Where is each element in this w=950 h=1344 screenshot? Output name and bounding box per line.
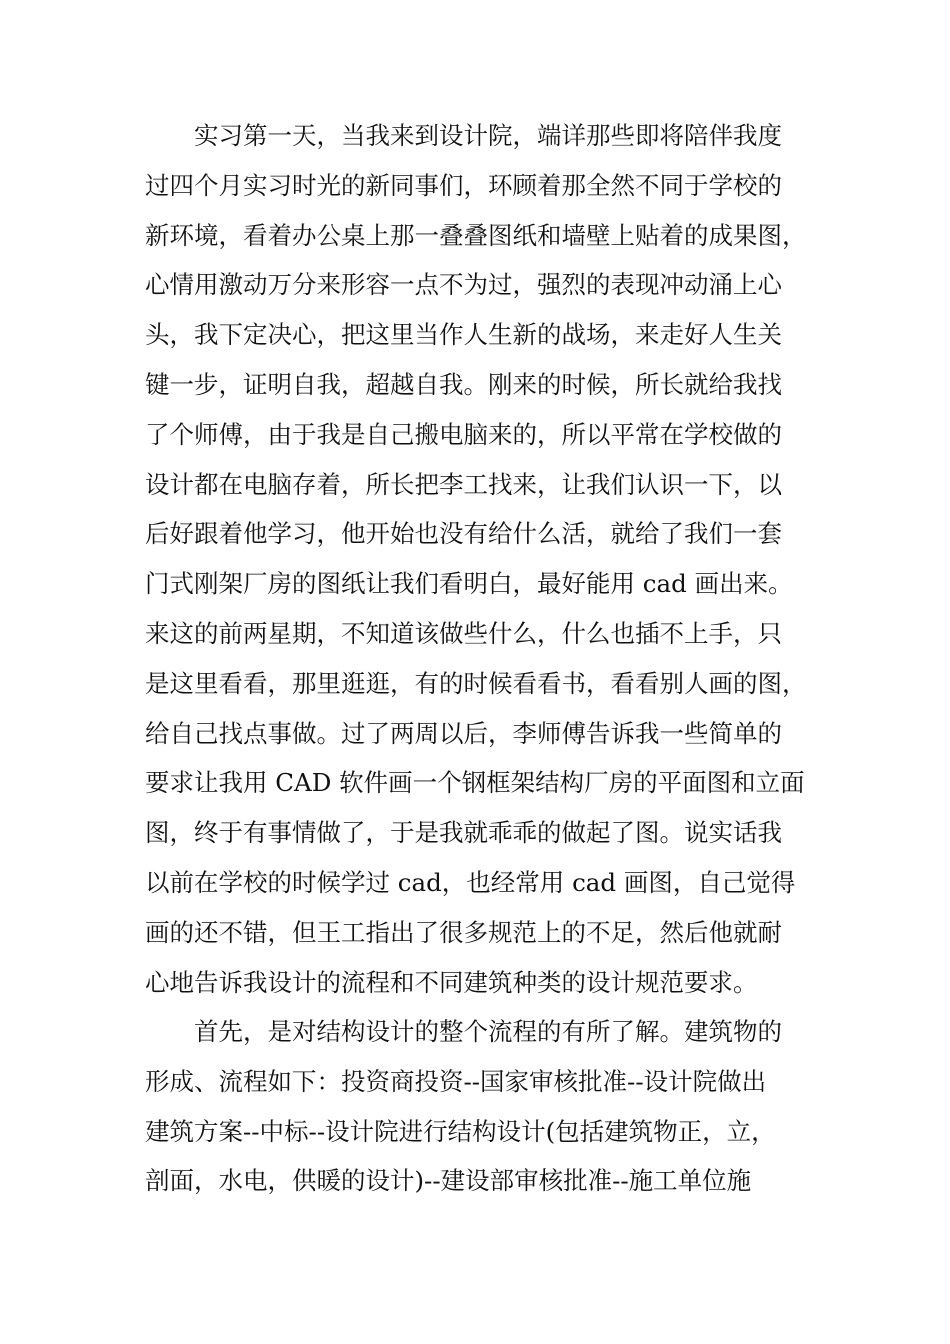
paragraph-line: 图，终于有事情做了，于是我就乖乖的做起了图。说实话我 [145,818,782,848]
paragraph-line: 首先，是对结构设计的整个流程的有所了解。建筑物的 [194,1017,782,1046]
paragraph-line: 过四个月实习时光的新同事们，环顾着那全然不同于学校的 [145,170,782,200]
paragraph-line: 新环境，看着办公桌上那一叠叠图纸和墙壁上贴着的成果图， [145,220,807,250]
paragraph-1 [145,111,815,1007]
paragraph-line: 建筑方案--中标--设计院进行结构设计(包括建筑物正，立， [145,1116,776,1146]
paragraph-line: 门式刚架厂房的图纸让我们看明白，最好能用 cad 画出来。 [145,569,793,599]
paragraph-line: 头，我下定决心，把这里当作人生新的战场，来走好人生关 [145,320,782,350]
paragraph-line: 键一步，证明自我，超越自我。刚来的时候，所长就给我找 [145,369,782,399]
paragraph-line: 剖面，水电，供暖的设计)--建设部审核批准--施工单位施 [145,1166,752,1196]
paragraph-line: 实习第一天，当我来到设计院，端详那些即将陪伴我度 [194,121,782,150]
paragraph-line: 心地告诉我设计的流程和不同建筑种类的设计规范要求。 [145,967,758,997]
paragraph-line: 是这里看看，那里逛逛，有的时候看看书，看看别人画的图， [145,668,807,698]
paragraph-line: 给自己找点事做。过了两周以后，李师傅告诉我一些简单的 [145,718,782,748]
paragraph-line: 形成、流程如下：投资商投资--国家审核批准--设计院做出 [145,1066,767,1096]
paragraph-line: 后好跟着他学习，他开始也没有给什么活，就给了我们一套 [145,519,782,549]
paragraph-line: 设计都在电脑存着，所长把李工找来，让我们认识一下，以 [145,469,782,499]
paragraph-line: 心情用激动万分来形容一点不为过，强烈的表现冲动涌上心 [145,270,782,300]
paragraph-line: 来这的前两星期，不知道该做些什么，什么也插不上手，只 [145,618,782,648]
paragraph-line: 了个师傅，由于我是自己搬电脑来的，所以平常在学校做的 [145,419,782,449]
paragraph-line: 要求让我用 CAD 软件画一个钢框架结构厂房的平面图和立面 [145,768,805,798]
paragraph-line: 以前在学校的时候学过 cad，也经常用 cad 画图，自己觉得 [145,867,796,897]
paragraph-2 [145,1007,815,1206]
paragraph-line: 画的还不错，但王工指出了很多规范上的不足，然后他就耐 [145,917,782,947]
